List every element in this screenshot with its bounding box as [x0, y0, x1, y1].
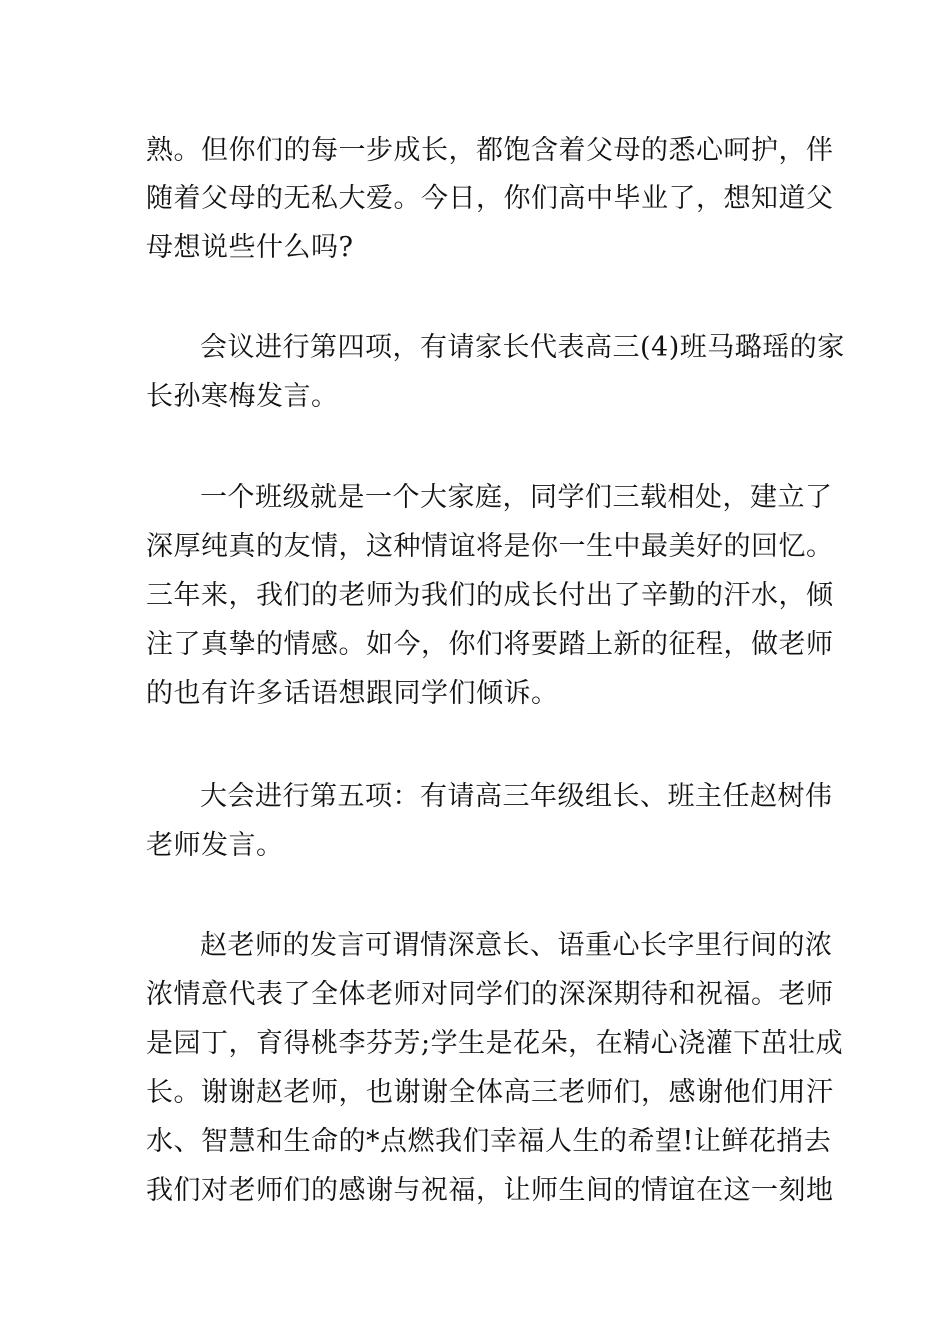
- text-line: 三年来，我们的老师为我们的成长付出了辛勤的汗水，倾: [146, 580, 834, 611]
- text-line: 注了真挚的情感。如今，你们将要踏上新的征程，做老师: [146, 629, 834, 660]
- text-line: 我们对老师们的感谢与祝福，让师生间的情谊在这一刻地: [146, 1175, 834, 1206]
- text-line: 长孙寒梅发言。: [146, 381, 339, 412]
- text-line: 熟。但你们的每一步成长，都饱含着父母的悉心呵护，伴: [146, 135, 834, 166]
- text-line: 随着父母的无私大爱。今日，你们高中毕业了，想知道父: [146, 183, 834, 214]
- text-line: 会议进行第四项，有请家长代表高三(4)班马璐瑶的家: [200, 332, 845, 363]
- text-line: 深厚纯真的友情，这种情谊将是你一生中最美好的回忆。: [146, 531, 834, 562]
- text-line: 赵老师的发言可谓情深意长、语重心长字里行间的浓: [200, 930, 833, 961]
- text-line: 母想说些什么吗?: [146, 232, 354, 263]
- text-line: 长。谢谢赵老师，也谢谢全体高三老师们，感谢他们用汗: [146, 1077, 834, 1108]
- text-line: 水、智慧和生命的*点燃我们幸福人生的希望!让鲜花捎去: [146, 1126, 832, 1157]
- text-line: 一个班级就是一个大家庭，同学们三载相处，建立了: [200, 482, 833, 513]
- text-line: 是园丁，育得桃李芬芳;学生是花朵，在精心浇灌下茁壮成: [146, 1028, 844, 1059]
- text-line: 大会进行第五项：有请高三年级组长、班主任赵树伟: [200, 781, 833, 812]
- text-line: 老师发言。: [146, 830, 284, 861]
- text-line: 浓情意代表了全体老师对同学们的深深期待和祝福。老师: [146, 979, 834, 1010]
- text-line: 的也有许多话语想跟同学们倾诉。: [146, 678, 559, 709]
